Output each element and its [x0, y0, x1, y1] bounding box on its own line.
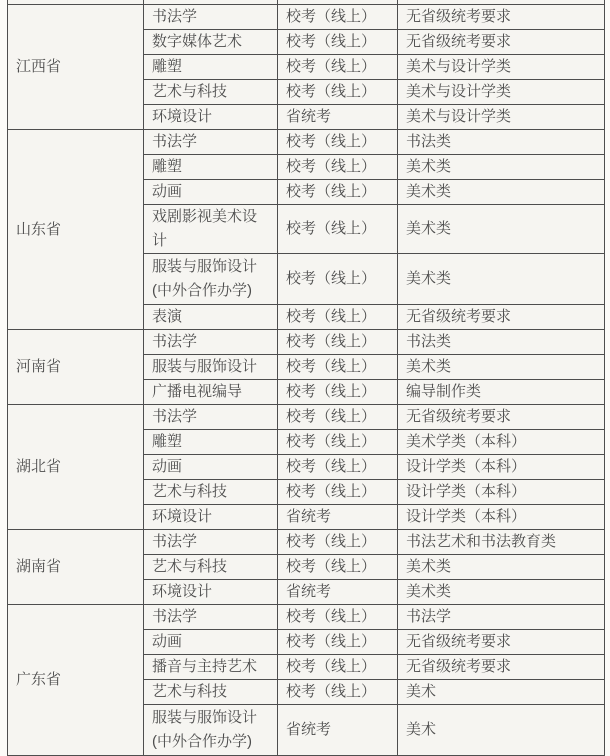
major-cell: 戏剧影视美术设计 — [144, 205, 278, 254]
major-cell: 播音与主持艺术 — [144, 655, 278, 680]
province-cell: 河南省 — [8, 330, 144, 405]
major-cell: 雕塑 — [144, 155, 278, 180]
major-cell: 动画 — [144, 455, 278, 480]
exam-type-cell: 校考（线上） — [278, 605, 398, 630]
category-cell: 美术类 — [398, 355, 605, 380]
exam-type-cell: 校考（线上） — [278, 205, 398, 254]
category-cell: 无省级统考要求 — [398, 5, 605, 30]
exam-type-cell: 省统考 — [278, 580, 398, 605]
category-cell: 美术类 — [398, 580, 605, 605]
category-cell: 美术与设计学类 — [398, 55, 605, 80]
major-cell: 环境设计 — [144, 505, 278, 530]
exam-type-cell: 校考（线上） — [278, 80, 398, 105]
category-cell: 无省级统考要求 — [398, 630, 605, 655]
exam-type-cell: 校考（线上） — [278, 380, 398, 405]
major-cell: 广播电视编导 — [144, 380, 278, 405]
category-cell: 设计学类（本科） — [398, 505, 605, 530]
major-cell: 艺术与科技 — [144, 480, 278, 505]
category-cell: 美术与设计学类 — [398, 80, 605, 105]
category-cell: 无省级统考要求 — [398, 405, 605, 430]
table-row — [8, 405, 605, 430]
category-cell: 书法类 — [398, 330, 605, 355]
category-cell: 无省级统考要求 — [398, 305, 605, 330]
exam-type-cell: 校考（线上） — [278, 130, 398, 155]
province-cell: 山东省 — [8, 130, 144, 330]
table-row — [8, 5, 605, 30]
enrollment-exam-table-wrap — [7, 0, 604, 756]
major-cell: 书法学 — [144, 330, 278, 355]
province-cell: 广东省 — [8, 605, 144, 756]
category-cell: 美术类 — [398, 254, 605, 305]
exam-type-cell: 校考（线上） — [278, 405, 398, 430]
major-cell: 环境设计 — [144, 105, 278, 130]
major-cell: 环境设计 — [144, 580, 278, 605]
category-cell: 美术学类（本科） — [398, 430, 605, 455]
table-row — [8, 530, 605, 555]
exam-type-cell: 校考（线上） — [278, 480, 398, 505]
major-cell: 服装与服饰设计(中外合作办学) — [144, 705, 278, 756]
exam-type-cell: 校考（线上） — [278, 555, 398, 580]
province-cell: 江西省 — [8, 5, 144, 130]
category-cell: 美术类 — [398, 180, 605, 205]
category-cell: 书法类 — [398, 130, 605, 155]
exam-type-cell: 省统考 — [278, 105, 398, 130]
category-cell: 设计学类（本科） — [398, 455, 605, 480]
category-cell: 无省级统考要求 — [398, 30, 605, 55]
exam-type-cell: 校考（线上） — [278, 330, 398, 355]
major-cell: 动画 — [144, 180, 278, 205]
category-cell: 书法学 — [398, 605, 605, 630]
category-cell: 美术 — [398, 680, 605, 705]
exam-type-cell: 省统考 — [278, 705, 398, 756]
table-row — [8, 130, 605, 155]
major-cell: 艺术与科技 — [144, 680, 278, 705]
exam-type-cell: 校考（线上） — [278, 455, 398, 480]
exam-type-cell: 校考（线上） — [278, 30, 398, 55]
province-cell: 湖南省 — [8, 530, 144, 605]
category-cell: 编导制作类 — [398, 380, 605, 405]
exam-type-cell: 校考（线上） — [278, 155, 398, 180]
category-cell: 美术 — [398, 705, 605, 756]
exam-type-cell: 校考（线上） — [278, 5, 398, 30]
exam-type-cell: 校考（线上） — [278, 355, 398, 380]
exam-type-cell: 校考（线上） — [278, 680, 398, 705]
major-cell: 雕塑 — [144, 430, 278, 455]
major-cell: 书法学 — [144, 130, 278, 155]
major-cell: 书法学 — [144, 5, 278, 30]
major-cell: 雕塑 — [144, 55, 278, 80]
major-cell: 书法学 — [144, 605, 278, 630]
exam-type-cell: 校考（线上） — [278, 55, 398, 80]
category-cell: 美术与设计学类 — [398, 105, 605, 130]
exam-type-cell: 校考（线上） — [278, 305, 398, 330]
major-cell: 数字媒体艺术 — [144, 30, 278, 55]
major-cell: 书法学 — [144, 405, 278, 430]
exam-type-cell: 校考（线上） — [278, 430, 398, 455]
exam-type-cell: 校考（线上） — [278, 530, 398, 555]
category-cell: 设计学类（本科） — [398, 480, 605, 505]
province-cell: 湖北省 — [8, 405, 144, 530]
exam-type-cell: 校考（线上） — [278, 630, 398, 655]
category-cell: 美术类 — [398, 555, 605, 580]
major-cell: 动画 — [144, 630, 278, 655]
category-cell: 书法艺术和书法教育类 — [398, 530, 605, 555]
table-row — [8, 330, 605, 355]
category-cell: 美术类 — [398, 155, 605, 180]
category-cell: 无省级统考要求 — [398, 655, 605, 680]
exam-type-cell: 校考（线上） — [278, 254, 398, 305]
major-cell: 艺术与科技 — [144, 555, 278, 580]
enrollment-exam-table — [7, 0, 605, 756]
exam-type-cell: 校考（线上） — [278, 180, 398, 205]
major-cell: 表演 — [144, 305, 278, 330]
exam-type-cell: 省统考 — [278, 505, 398, 530]
major-cell: 服装与服饰设计 — [144, 355, 278, 380]
exam-type-cell: 校考（线上） — [278, 655, 398, 680]
major-cell: 艺术与科技 — [144, 80, 278, 105]
category-cell: 美术类 — [398, 205, 605, 254]
major-cell: 书法学 — [144, 530, 278, 555]
table-row — [8, 605, 605, 630]
major-cell: 服装与服饰设计(中外合作办学) — [144, 254, 278, 305]
